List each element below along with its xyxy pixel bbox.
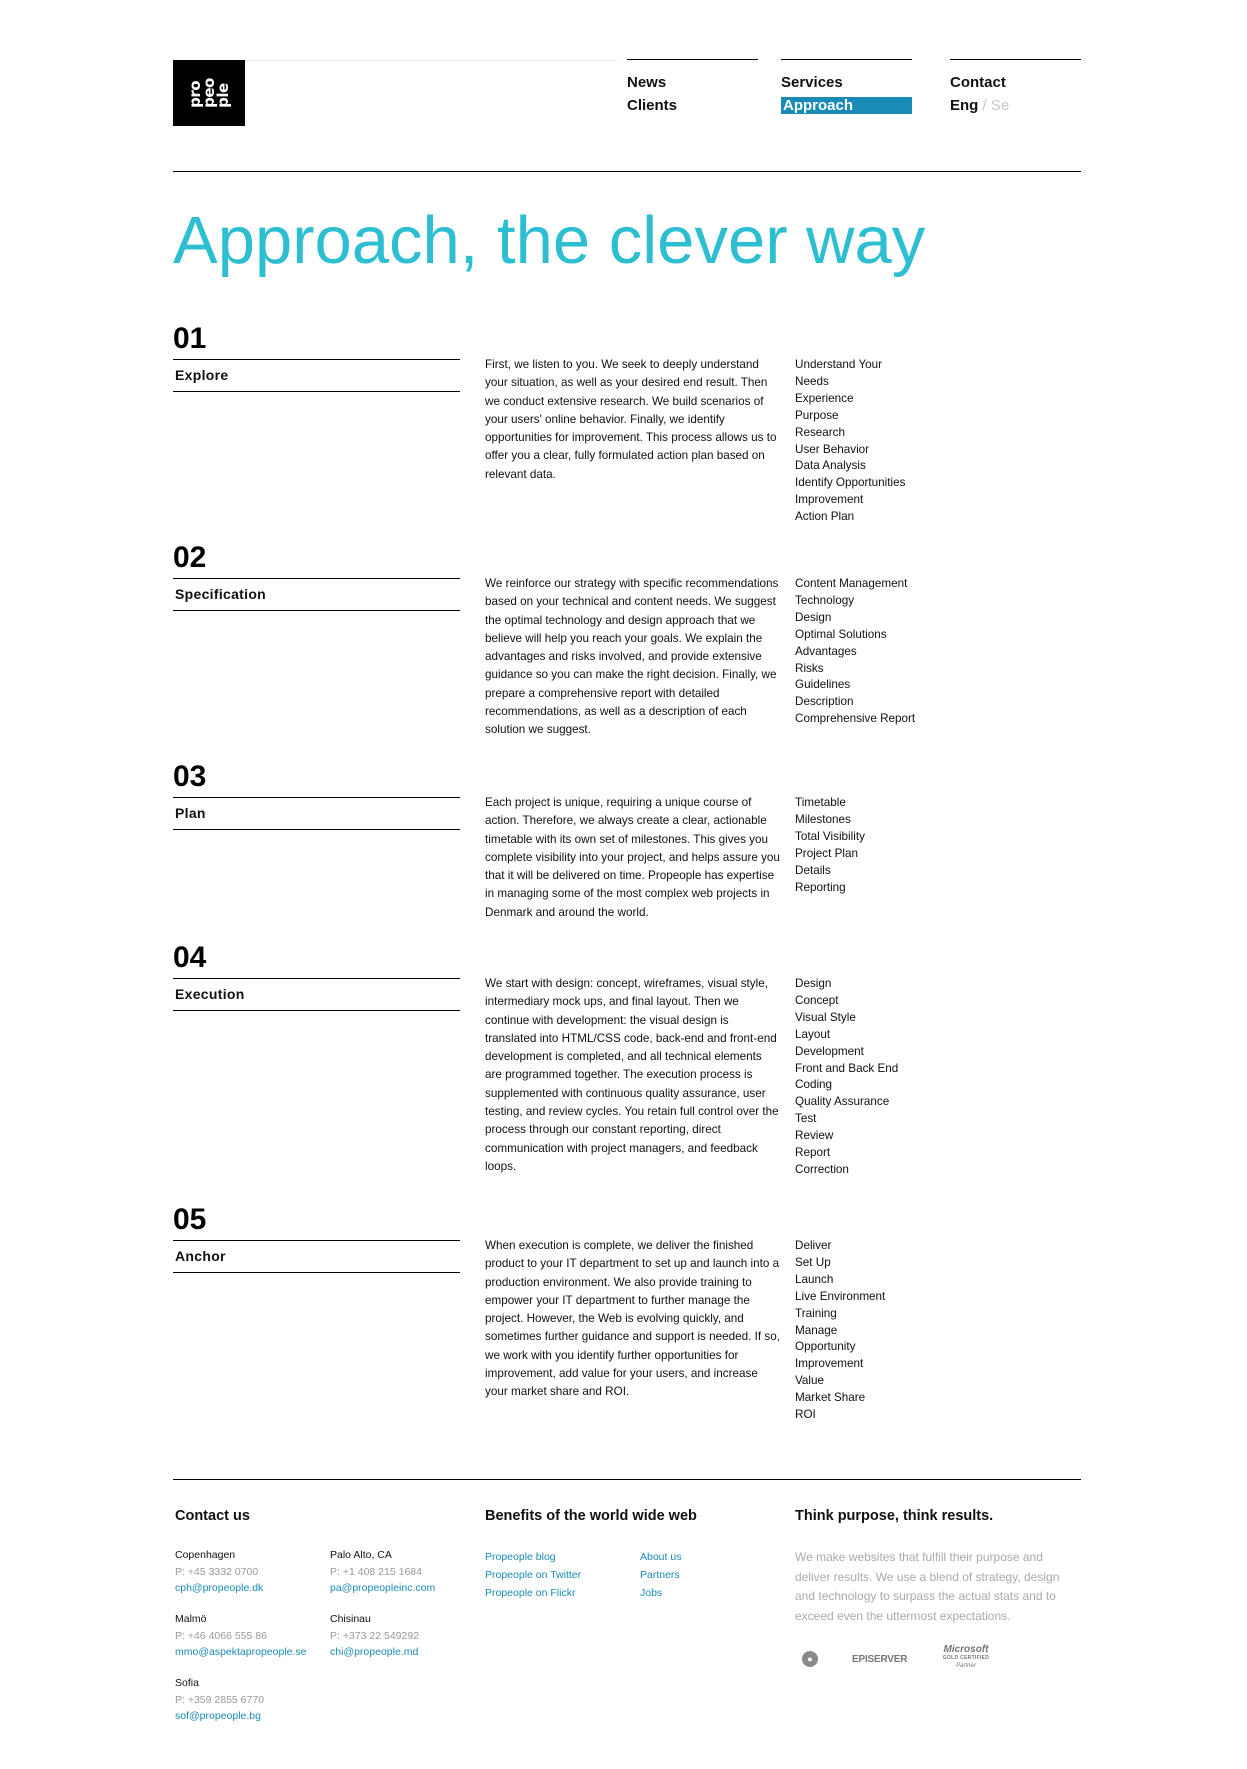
office-phone: P: +45 3332 0700 xyxy=(175,1566,259,1578)
keyword-item: Timetable xyxy=(795,796,846,809)
page-title: Approach, the clever way xyxy=(173,203,926,278)
links-column-2 xyxy=(640,1548,681,1602)
keyword-item: Comprehensive Report xyxy=(795,712,916,726)
keyword-item: Coding xyxy=(795,1078,833,1092)
step-number: 03 xyxy=(173,760,207,793)
step-label: Execution xyxy=(175,986,245,1002)
office-phone: P: +359 2855 6770 xyxy=(175,1694,265,1706)
keyword-item: Layout xyxy=(795,1027,831,1041)
step-label: Anchor xyxy=(175,1248,226,1264)
header-thin-rule xyxy=(245,60,617,61)
nav-column-2 xyxy=(781,59,912,114)
footer-divider xyxy=(173,1479,1081,1480)
logo-wordmark xyxy=(188,78,230,108)
link-jobs[interactable]: Jobs xyxy=(640,1587,663,1599)
keyword-item: Improvement xyxy=(795,493,864,507)
tagline-heading: Think purpose, think results. xyxy=(795,1508,994,1524)
nav-contact[interactable]: Contact xyxy=(950,74,1006,91)
office-city: Sofia xyxy=(175,1677,199,1689)
benefits-heading: Benefits of the world wide web xyxy=(485,1508,697,1524)
step-description: First, we listen to you. We seek to deeply understand your situation, as well as your desired end result. Then we conduct extensive research. We build scenarios of your users' online behavior. Finally, we identify opportunities for improvement. This process allows us to offer you a clear, fully formulated action plan based on relevant data. xyxy=(485,358,777,481)
drupal-drop-icon: ● xyxy=(802,1651,818,1667)
nav-news[interactable]: News xyxy=(627,74,667,91)
step-description: We start with design: concept, wireframes, visual style, intermediary mock ups, and final layout. Then we continue with development: the visual design is translated into HTML/CSS code, back-end and front-end development is completed, and all technical elements are programmed together. The execution process is supplemented with continuous quality assurance, user testing, and review cycles. You retain full control over the process through our constant reporting, direct communication with project managers, and feedback loops. xyxy=(485,977,779,1173)
office-block xyxy=(330,1547,435,1596)
office-email[interactable]: cph@propeople.dk xyxy=(175,1582,264,1594)
office-block xyxy=(175,1675,264,1724)
nav-column-3 xyxy=(950,59,1081,117)
keyword-list xyxy=(795,976,975,1179)
lang-eng[interactable]: Eng xyxy=(950,97,979,114)
keyword-item: Details xyxy=(795,863,831,877)
ms-line-3: Partner xyxy=(956,1663,976,1669)
step-label-box xyxy=(173,359,460,392)
keyword-item: Advantages xyxy=(795,644,857,658)
link-about[interactable]: About us xyxy=(640,1551,682,1563)
link-twitter[interactable]: Propeople on Twitter xyxy=(485,1569,582,1581)
episerver-logo: EPISERVER xyxy=(852,1654,908,1665)
propeople-logo[interactable] xyxy=(173,60,245,126)
keyword-item: Test xyxy=(795,1112,817,1126)
nav-clients[interactable]: Clients xyxy=(627,97,678,114)
logo-line: peo xyxy=(200,78,218,108)
keyword-item: User Behavior xyxy=(795,442,870,456)
office-city: Chisinau xyxy=(330,1613,371,1625)
keyword-item: Report xyxy=(795,1146,831,1160)
keyword-item: Training xyxy=(795,1306,837,1320)
logo-line: ple xyxy=(214,83,232,108)
step-label: Explore xyxy=(175,367,229,383)
keyword-item: Reporting xyxy=(795,880,846,894)
keyword-item: Technology xyxy=(795,593,855,607)
office-email[interactable]: chi@propeople.md xyxy=(330,1646,419,1658)
keyword-item: Launch xyxy=(795,1272,834,1286)
keyword-item: Improvement xyxy=(795,1357,864,1371)
keyword-item: Milestones xyxy=(795,812,851,826)
keyword-item: Design xyxy=(795,610,832,624)
header-divider xyxy=(173,171,1081,172)
tagline-text: We make websites that fulfill their purpose and deliver results. We use a blend of strategy, design and technology to surpass the actual stats and to exceed even the uttermost expectations. xyxy=(795,1550,1060,1623)
keyword-item: Data Analysis xyxy=(795,459,866,473)
keyword-item: Opportunity xyxy=(795,1340,856,1354)
keyword-item: Manage xyxy=(795,1323,838,1337)
office-email[interactable]: sof@propeople.bg xyxy=(175,1710,261,1722)
ms-line-2: GOLD CERTIFIED xyxy=(942,1655,990,1661)
keyword-item: Guidelines xyxy=(795,678,851,692)
keyword-item: Value xyxy=(795,1374,825,1388)
office-phone: P: +46 4066 555 86 xyxy=(175,1630,267,1642)
office-city: Copenhagen xyxy=(175,1549,236,1561)
step-description: Each project is unique, requiring a unique course of action. Therefore, we always create a clear, actionable timetable with its own set of milestones. This gives you complete visibility into your project, and helps assure you that it will be delivered on time. Propeople has expertise in managing some of the most complex web projects in Denmark and around the world. xyxy=(485,796,780,919)
keyword-list xyxy=(795,795,975,896)
link-partners[interactable]: Partners xyxy=(640,1569,680,1581)
step-number: 04 xyxy=(173,941,207,974)
keyword-item: Set Up xyxy=(795,1255,831,1269)
office-city: Malmö xyxy=(175,1613,207,1625)
keyword-item: Market Share xyxy=(795,1391,866,1405)
keyword-item: Development xyxy=(795,1044,864,1058)
keyword-item: Identify Opportunities xyxy=(795,476,906,490)
step-label-box xyxy=(173,978,460,1011)
keyword-item: Experience xyxy=(795,391,854,405)
office-phone: P: +1 408 215 1684 xyxy=(330,1566,422,1578)
keyword-item: Research xyxy=(795,425,846,439)
keyword-item: Risks xyxy=(795,661,824,675)
step-label-box xyxy=(173,1240,460,1273)
keyword-item: Front and Back End xyxy=(795,1061,899,1075)
keyword-list xyxy=(795,576,975,728)
keyword-list xyxy=(795,1238,975,1424)
keyword-item: Action Plan xyxy=(795,510,855,524)
keyword-item: Understand Your xyxy=(795,358,883,371)
nav-services[interactable]: Services xyxy=(781,74,843,91)
keyword-item: Purpose xyxy=(795,408,839,422)
step-label-box xyxy=(173,797,460,830)
keyword-item: Total Visibility xyxy=(795,829,865,843)
lang-se[interactable]: Se xyxy=(990,97,1010,114)
keyword-item: Deliver xyxy=(795,1239,832,1252)
step-number: 01 xyxy=(173,322,207,355)
nav-column-1 xyxy=(627,59,758,117)
keyword-item: ROI xyxy=(795,1408,816,1422)
step-label: Plan xyxy=(175,805,206,821)
office-email[interactable]: mmo@aspektapropeople.se xyxy=(175,1646,307,1658)
contact-heading: Contact us xyxy=(175,1508,250,1524)
language-switcher xyxy=(950,94,1081,117)
keyword-item: Visual Style xyxy=(795,1010,856,1024)
office-block xyxy=(175,1547,263,1596)
step-description: When execution is complete, we deliver the finished product to your IT department to set up and launch into a production environment. We also provide training to empower your IT department to further manage the project. However, the Web is evolving quickly, and sometimes further guidance and support is needed. If so, we work with you identify further opportunities for improvement, add value for your users, and increase your market share and ROI. xyxy=(485,1239,780,1399)
keyword-item: Concept xyxy=(795,993,839,1007)
keyword-item: Needs xyxy=(795,374,829,388)
link-blog[interactable]: Propeople blog xyxy=(485,1551,556,1563)
keyword-item: Live Environment xyxy=(795,1289,886,1303)
keyword-list xyxy=(795,357,975,526)
step-number: 05 xyxy=(173,1203,207,1236)
keyword-item: Project Plan xyxy=(795,846,859,860)
nav-approach[interactable]: Approach xyxy=(781,97,912,114)
office-city: Palo Alto, CA xyxy=(330,1549,392,1561)
office-phone: P: +373 22 549292 xyxy=(330,1630,420,1642)
keyword-item: Description xyxy=(795,695,854,709)
keyword-item: Optimal Solutions xyxy=(795,627,887,641)
keyword-item: Review xyxy=(795,1129,834,1143)
microsoft-partner-logo xyxy=(940,1645,992,1670)
keyword-item: Design xyxy=(795,977,832,990)
logo-line: pro xyxy=(186,80,204,108)
keyword-item: Correction xyxy=(795,1162,849,1176)
office-email[interactable]: pa@propeopleinc.com xyxy=(330,1582,436,1594)
office-block xyxy=(330,1611,419,1660)
keyword-item: Quality Assurance xyxy=(795,1095,890,1109)
office-block xyxy=(175,1611,306,1660)
links-column-1 xyxy=(485,1548,581,1602)
step-number: 02 xyxy=(173,541,207,574)
ms-line-1: Microsoft xyxy=(943,1644,989,1655)
step-label-box xyxy=(173,578,460,611)
step-description: We reinforce our strategy with specific recommendations based on your technical and content needs. We suggest the optimal technology and design approach that we believe will help you reach your goals. We explain the advantages and risks involved, and provide extensive guidance so you can make the right decision. Finally, we prepare a comprehensive report with detailed recommendations, as well as a description of each solution we suggest. xyxy=(485,577,779,737)
lang-separator: / xyxy=(982,97,987,114)
link-flickr[interactable]: Propeople on Flickr xyxy=(485,1587,576,1599)
keyword-item: Content Management xyxy=(795,577,908,590)
step-label: Specification xyxy=(175,586,267,602)
